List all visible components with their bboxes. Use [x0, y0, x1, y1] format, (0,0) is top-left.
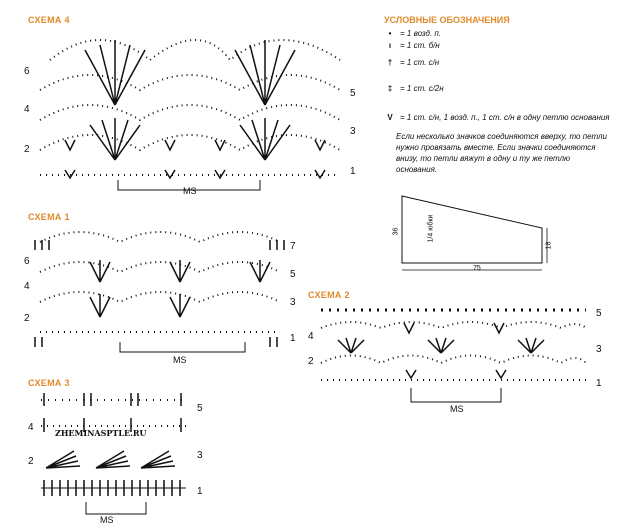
scheme4-title: СХЕМА 4: [28, 15, 70, 25]
scheme3-fans: [46, 451, 175, 468]
scheme2-scallops: [321, 322, 586, 380]
legend-chain: [384, 29, 441, 38]
scheme4-ms-label: MS: [183, 186, 197, 196]
scheme4-row-3: 3: [350, 126, 356, 137]
scheme4-row-4: 4: [24, 104, 30, 115]
scheme2-fans: [338, 338, 544, 353]
pattern-bottom-label: 75: [473, 265, 481, 272]
scheme3-row-4: 4: [28, 422, 34, 433]
scheme1-ms-bracket: [120, 342, 245, 352]
chain-stitch-icon: •: [388, 29, 392, 38]
scheme1-row-7: 7: [290, 241, 296, 252]
scheme3-posts: [44, 393, 181, 432]
scheme2-row-5: 5: [596, 308, 602, 319]
scheme4-row-6: 6: [24, 66, 30, 77]
scheme1-row-1: 1: [290, 333, 296, 344]
scheme2-v-stitches: [404, 323, 506, 378]
scheme4-scallops: [40, 40, 340, 175]
skirt-pattern: [392, 188, 552, 278]
scheme3-title: СХЕМА 3: [28, 378, 70, 388]
scheme3-row-1: 1: [197, 486, 203, 497]
legend-v-text: = 1 ст. с/н, 1 возд. п., 1 ст. с/н в одну петлю основания: [400, 113, 610, 122]
scheme3-chart: [36, 388, 196, 523]
scheme1-row-2: 2: [24, 313, 30, 324]
scheme3-row-5: 5: [197, 403, 203, 414]
scheme2-chart: [316, 298, 596, 413]
legend-title: УСЛОВНЫЕ ОБОЗНАЧЕНИЯ: [384, 15, 510, 25]
scheme4-chart: [30, 20, 360, 200]
scheme3-ms-label: MS: [100, 515, 114, 525]
scheme1-ms-label: MS: [173, 355, 187, 365]
scheme1-row-5: 5: [290, 269, 296, 280]
scheme2-row-2: 2: [308, 356, 314, 367]
scheme1-row-3: 3: [290, 297, 296, 308]
watermark-text: ZHEMINASPTLE.RU: [55, 428, 147, 438]
scheme4-ms-bracket: [118, 180, 260, 190]
scheme1-row-6: 6: [24, 256, 30, 267]
scheme1-edge-stitches: [35, 240, 284, 347]
legend-sc-text: = 1 ст. б/н: [400, 41, 440, 50]
scheme2-row-4: 4: [308, 331, 314, 342]
scheme1-scallops: [40, 232, 280, 332]
scheme3-ms-bracket: [86, 502, 146, 514]
scheme1-chart: [30, 222, 295, 362]
legend-chain-text: = 1 возд. п.: [400, 29, 442, 38]
legend-v: [384, 113, 610, 122]
legend-tr-text: = 1 ст. с/2н: [400, 84, 444, 93]
scheme4-row-2: 2: [24, 144, 30, 155]
legend-sc: [384, 41, 440, 50]
pattern-outline: [402, 196, 542, 263]
treble-crochet-icon: ‡: [387, 84, 393, 93]
single-crochet-icon: ı: [388, 41, 392, 50]
scheme2-row-3: 3: [596, 344, 602, 355]
scheme1-fans: [90, 260, 270, 317]
scheme2-row-1: 1: [596, 378, 602, 389]
legend-note: Если несколько значков соединяются вверху, то петли нужно провязать вместе. Если значки соединяются внизу, то петли вяжут в одну и ту же петлю основания.: [396, 132, 607, 174]
legend-dc: [384, 58, 439, 67]
pattern-diagonal-label: 1/4 юбки: [427, 214, 435, 243]
v-stitch-icon: V: [387, 113, 393, 122]
scheme1-title: СХЕМА 1: [28, 212, 70, 222]
scheme4-row-5: 5: [350, 88, 356, 99]
scheme3-row-2: 2: [28, 456, 34, 467]
scheme1-row-4: 4: [24, 281, 30, 292]
pattern-right-label: 18: [545, 241, 553, 250]
legend-dc-text: = 1 ст. с/н: [400, 58, 440, 67]
scheme4-fan-right: [235, 40, 295, 160]
scheme3-row-3: 3: [197, 450, 203, 461]
pattern-side-label: 36: [392, 227, 400, 236]
double-crochet-icon: †: [387, 58, 393, 67]
scheme2-title: СХЕМА 2: [308, 290, 350, 300]
scheme2-ms-bracket: [411, 388, 501, 402]
scheme2-ms-label: MS: [450, 404, 464, 414]
scheme4-row-1: 1: [350, 166, 356, 177]
legend-tr: [384, 84, 444, 93]
scheme4-fan-left: [85, 40, 145, 160]
